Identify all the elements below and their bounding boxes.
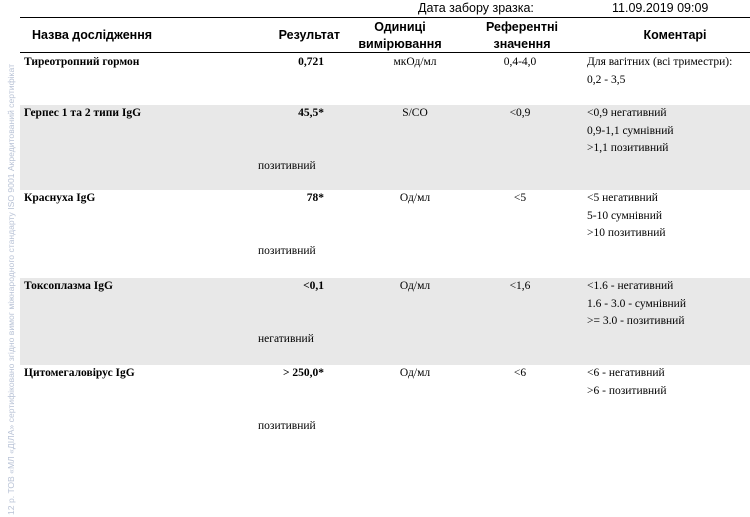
test-unit: Од/мл <box>399 367 431 379</box>
test-comment-line: >6 - позитивний <box>587 384 667 397</box>
sample-date-label: Дата забору зразка: <box>418 1 534 15</box>
test-unit: мкОд/мл <box>393 56 437 68</box>
test-comment-line: 0,9-1,1 сумнівний <box>587 124 674 137</box>
column-header-reference-line1: Референтні <box>486 20 558 34</box>
test-comment-line: >1,1 позитивний <box>587 142 669 154</box>
table-row <box>20 105 750 190</box>
test-reference: <6 <box>513 367 527 379</box>
table-row <box>20 54 750 105</box>
test-interpretation: негативний <box>258 333 314 345</box>
column-header-reference-line2: значення <box>493 37 551 51</box>
test-name: Герпес 1 та 2 типи IgG <box>24 107 142 119</box>
table-row <box>20 190 750 278</box>
test-result: 78* <box>306 192 324 204</box>
test-unit: Од/мл <box>399 280 431 292</box>
header-top-rule <box>20 17 750 18</box>
test-interpretation: позитивний <box>258 160 316 172</box>
test-comment-line: 5-10 сумнівний <box>587 209 663 222</box>
test-unit: S/CO <box>402 107 428 119</box>
test-comment-line: <1.6 - негативний <box>587 280 674 292</box>
test-result: <0,1 <box>303 280 324 292</box>
test-interpretation: позитивний <box>258 245 316 257</box>
test-comment-line: >= 3.0 - позитивний <box>587 315 685 327</box>
test-comment-line: <6 - негативний <box>587 367 665 379</box>
column-header-name: Назва дослідження <box>32 28 153 42</box>
column-header-units-line1: Одиниці <box>374 20 426 34</box>
test-comment-line: 1.6 - 3.0 - сумнівний <box>587 297 686 310</box>
test-interpretation: позитивний <box>258 420 316 432</box>
test-name: Токсоплазма IgG <box>24 280 113 292</box>
test-comment-line: >10 позитивний <box>587 227 666 239</box>
certification-text: 12 р. ТОВ «МЛ «ДІЛА» сертифіковано згідно вимог міжнародного стандарту ISO 9001 Акредитований сертифікат <box>6 63 16 515</box>
test-result: 0,721 <box>298 56 324 68</box>
test-reference: <5 <box>513 192 527 204</box>
table-row <box>20 278 750 365</box>
test-name: Краснуха IgG <box>24 192 96 204</box>
test-name: Тиреотропний гормон <box>24 56 140 68</box>
table-row <box>20 365 750 435</box>
test-reference: <1,6 <box>509 280 531 292</box>
test-comment-line: 0,2 - 3,5 <box>587 73 626 86</box>
column-header-result: Результат <box>278 28 340 42</box>
test-result: > 250,0* <box>282 367 324 379</box>
column-header-comments: Коментарі <box>643 28 707 42</box>
test-result: 45,5* <box>298 107 324 119</box>
test-reference: 0,4-4,0 <box>503 56 537 68</box>
certification-side-text <box>0 0 14 517</box>
test-name: Цитомегаловірус IgG <box>24 367 135 379</box>
test-unit: Од/мл <box>399 192 431 204</box>
test-reference: <0,9 <box>509 107 531 119</box>
test-comment-line: Для вагітних (всі триместри): <box>587 56 733 68</box>
sample-date-value: 11.09.2019 09:09 <box>612 1 709 15</box>
test-comment-line: <5 негативний <box>587 192 658 204</box>
column-header-units-line2: вимірювання <box>358 37 442 51</box>
test-comment-line: <0,9 негативний <box>587 107 667 119</box>
